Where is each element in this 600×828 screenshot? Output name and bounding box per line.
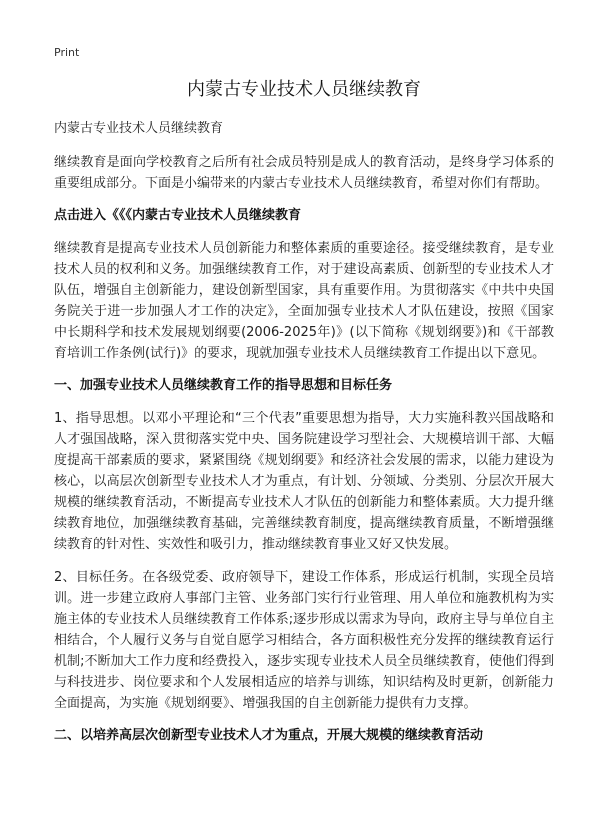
document-subtitle: 内蒙古专业技术人员继续教育 xyxy=(54,121,224,136)
print-link[interactable]: Print xyxy=(54,46,80,59)
goals-paragraph: 2、目标任务。在各级党委、政府领导下，建设工作体系，形成运行机制，实现全员培训。进一步建立政府人事部门主管、业务部门实行行业管理、用人单位和施教机构为实施主体的专业技术人员继续教育工作体系;逐步形成以需求为导向，政府主导与单位自主相结合，个人履行义务与自觉自愿学习相结合，各方面积极性充分发挥的继续教育运行机制;不断加大工作力度和经费投入，逐步实现专业技术人员全员继续教育，使他们得到与科技进步、岗位要求和个人发展相适应的培养与训练，知识结构及时更新，创新能力全面提高，为实施《规划纲要》、增强我国的自主创新能力提供有力支撑。 xyxy=(54,570,554,711)
click-entry-heading[interactable]: 点击进入《《《内蒙古专业技术人员继续教育 xyxy=(54,208,302,223)
document-page xyxy=(54,46,554,758)
document-title: 内蒙古专业技术人员继续教育 xyxy=(187,79,421,100)
overview-paragraph: 继续教育是提高专业技术人员创新能力和整体素质的重要途径。接受继续教育，是专业技术人员的权利和义务。加强继续教育工作，对于建设高素质、创新型的专业技术人才队伍，增强自主创新能力，建设创新型国家，具有重要作用。为贯彻落实《中共中央国务院关于进一步加强人才工作的决定》，全面加强专业技术人才队伍建设，按照《国家中长期科学和技术发展规划纲要(2006-2025年)》(以下简称《规划纲要》)和《干部教育培训工作条例(试行)》的要求，现就加强专业技术人员继续教育工作提出以下意见。 xyxy=(54,241,554,361)
intro-paragraph: 继续教育是面向学校教育之后所有社会成员特别是成人的教育活动，是终身学习体系的重要组成部分。下面是小编带来的内蒙古专业技术人员继续教育，希望对你们有帮助。 xyxy=(54,155,554,191)
section-one-heading: 一、加强专业技术人员继续教育工作的指导思想和目标任务 xyxy=(54,378,393,393)
guiding-thought-paragraph: 1、指导思想。以邓小平理论和“三个代表”重要思想为指导，大力实施科教兴国战略和人才强国战略，深入贯彻落实党中央、国务院建设学习型社会、大规模培训干部、大幅度提高干部素质的要求，紧紧围绕《规划纲要》和经济社会发展的需求，以能力建设为核心，以高层次创新型专业技术人才为重点，有计划、分领域、分类别、分层次开展大规模的继续教育活动，不断提高专业技术人才队伍的创新能力和整体素质。大力提升继续教育地位，加强继续教育基础，完善继续教育制度，提高继续教育质量，不断增强继续教育的针对性、实效性和吸引力，推动继续教育事业又好又快发展。 xyxy=(54,411,554,552)
section-two-heading: 二、以培养高层次创新型专业技术人才为重点，开展大规模的继续教育活动 xyxy=(54,728,484,743)
